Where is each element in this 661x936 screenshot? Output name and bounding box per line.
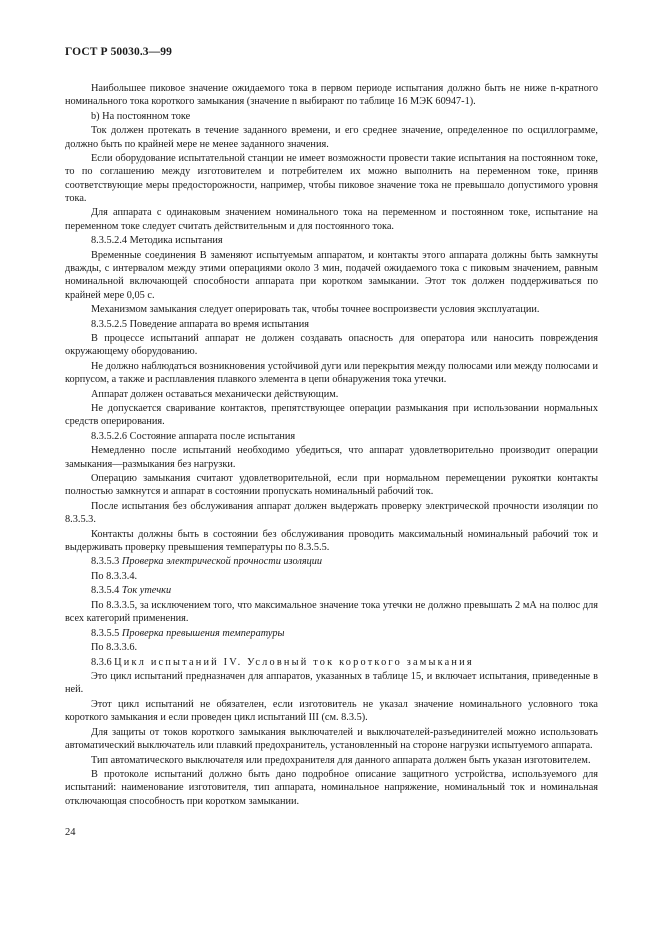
paragraph: По 8.3.3.6.	[91, 642, 138, 654]
paragraph: Для аппарата с одинаковым значением номинального тока на переменном и постоянном токе, испытание на переменном токе следует считать действительным и для постоянного тока.	[65, 207, 598, 232]
paragraph: Немедленно после испытаний необходимо убедиться, что аппарат удовлетворительно производит операции замыкания—размыкания без нагрузки.	[65, 445, 598, 470]
paragraph: Ток должен протекать в течение заданного времени, и его среднее значение, определенное по осциллограмме, должно быть по крайней мере не менее заданного значения.	[65, 125, 598, 150]
section-title: Проверка превышения температуры	[121, 627, 285, 639]
paragraph: Этот цикл испытаний не обязателен, если изготовитель не указал значение номинального условного тока короткого замыкания и если проведен цикл испытаний III (см. 8.3.5).	[65, 698, 598, 724]
section-heading	[65, 656, 598, 669]
paragraph: Наибольшее пиковое значение ожидаемого тока в первом периоде испытания должно быть не ниже n-кратного номинального тока короткого замыкания (значение n выбирают по таблице 16 МЭК 60947-1).	[65, 83, 598, 108]
paragraph: Для защиты от токов короткого замыкания выключателей и выключателей-разъединителей можно использовать автоматический выключатель или плавкий предохранитель, установленный на стороне нагрузки испытуемого аппарата.	[65, 726, 598, 752]
section-number: 8.3.5.5	[91, 627, 120, 639]
section-title: Ток утечки	[121, 585, 172, 597]
paragraph: Тип автоматического выключателя или предохранителя для данного аппарата должен быть указан изготовителем.	[91, 754, 591, 766]
section-title: Цикл испытаний IV. Условный ток короткого замыкания	[114, 656, 474, 668]
paragraph: В протоколе испытаний должно быть дано подробное описание защитного устройства, используемого для испытаний: наименование изготовителя, тип аппарата, номинальное напряжение, номинальный ток и номинальная отключающая способность при коротком замыкании.	[65, 768, 598, 807]
document-body	[65, 82, 598, 808]
section-heading	[65, 627, 598, 640]
paragraph: По 8.3.3.4.	[91, 570, 138, 582]
section-heading	[65, 584, 598, 597]
paragraph: Механизмом замыкания следует оперировать так, чтобы точнее воспроизвести условия эксплуатации.	[91, 304, 540, 316]
section-heading: 8.3.5.2.6 Состояние аппарата после испытания	[91, 430, 296, 442]
paragraph: b) На постоянном токе	[91, 110, 191, 122]
document-header: ГОСТ Р 50030.3—99	[65, 46, 172, 58]
paragraph: Если оборудование испытательной станции не имеет возможности провести такие испытания на постоянном токе, то по соглашению между изготовителем и потребителем их можно выполнить на переменном токе, приняв соответствующие меры предосторожности, например, чтобы пиковое значение тока не превышало допустимого уровня тока.	[65, 153, 598, 204]
section-heading: 8.3.5.2.4 Методика испытания	[91, 235, 223, 247]
section-number: 8.3.5.4	[91, 585, 120, 597]
paragraph: Это цикл испытаний предназначен для аппаратов, указанных в таблице 15, и включает испытания, приведенные в ней.	[65, 671, 598, 696]
page-number: 24	[65, 827, 76, 838]
paragraph: Контакты должны быть в состоянии без обслуживания проводить максимальный номинальный рабочий ток и выдерживать проверку превышения температуры по 8.3.5.5.	[65, 528, 598, 553]
paragraph: Операцию замыкания считают удовлетворительной, если при нормальном перемещении рукоятки контакты полностью замкнутся и аппарат в состоянии пропускать номинальный рабочий ток.	[65, 473, 598, 498]
section-heading	[65, 555, 598, 568]
paragraph: Не должно наблюдаться возникновения устойчивой дуги или перекрытия между полюсами или между полюсами и корпусом, а также и расплавления плавкого элемента в цепи обнаружения тока утечки.	[65, 360, 598, 386]
section-number: 8.3.6	[91, 656, 112, 668]
paragraph: Аппарат должен оставаться механически действующим.	[91, 388, 339, 400]
section-title: Проверка электрической прочности изоляции	[121, 556, 323, 568]
section-heading: 8.3.5.2.5 Поведение аппарата во время испытания	[91, 318, 310, 330]
paragraph: Временные соединения В заменяют испытуемым аппаратом, и контакты этого аппарата должны быть замкнуты дважды, с интервалом между этими операциями около 3 мин, подачей ожидаемого тока с пиковым значением, равным номинальной включающей способности аппарата при коротком замыкании. Этот ток должен поддерживаться по крайней мере 0,05 с.	[65, 249, 598, 301]
paragraph: По 8.3.3.5, за исключением того, что максимальное значение тока утечки не должно превышать 2 мА на полюс для всех категорий применения.	[65, 599, 598, 625]
paragraph: После испытания без обслуживания аппарат должен выдержать проверку электрической прочности изоляции по 8.3.5.3.	[65, 500, 598, 526]
paragraph: Не допускается сваривание контактов, препятствующее операции размыкания при использовании нормальных средств оперирования.	[65, 403, 598, 428]
paragraph: В процессе испытаний аппарат не должен создавать опасность для оператора или наносить повреждения окружающему оборудованию.	[65, 333, 598, 358]
section-number: 8.3.5.3	[91, 556, 120, 568]
